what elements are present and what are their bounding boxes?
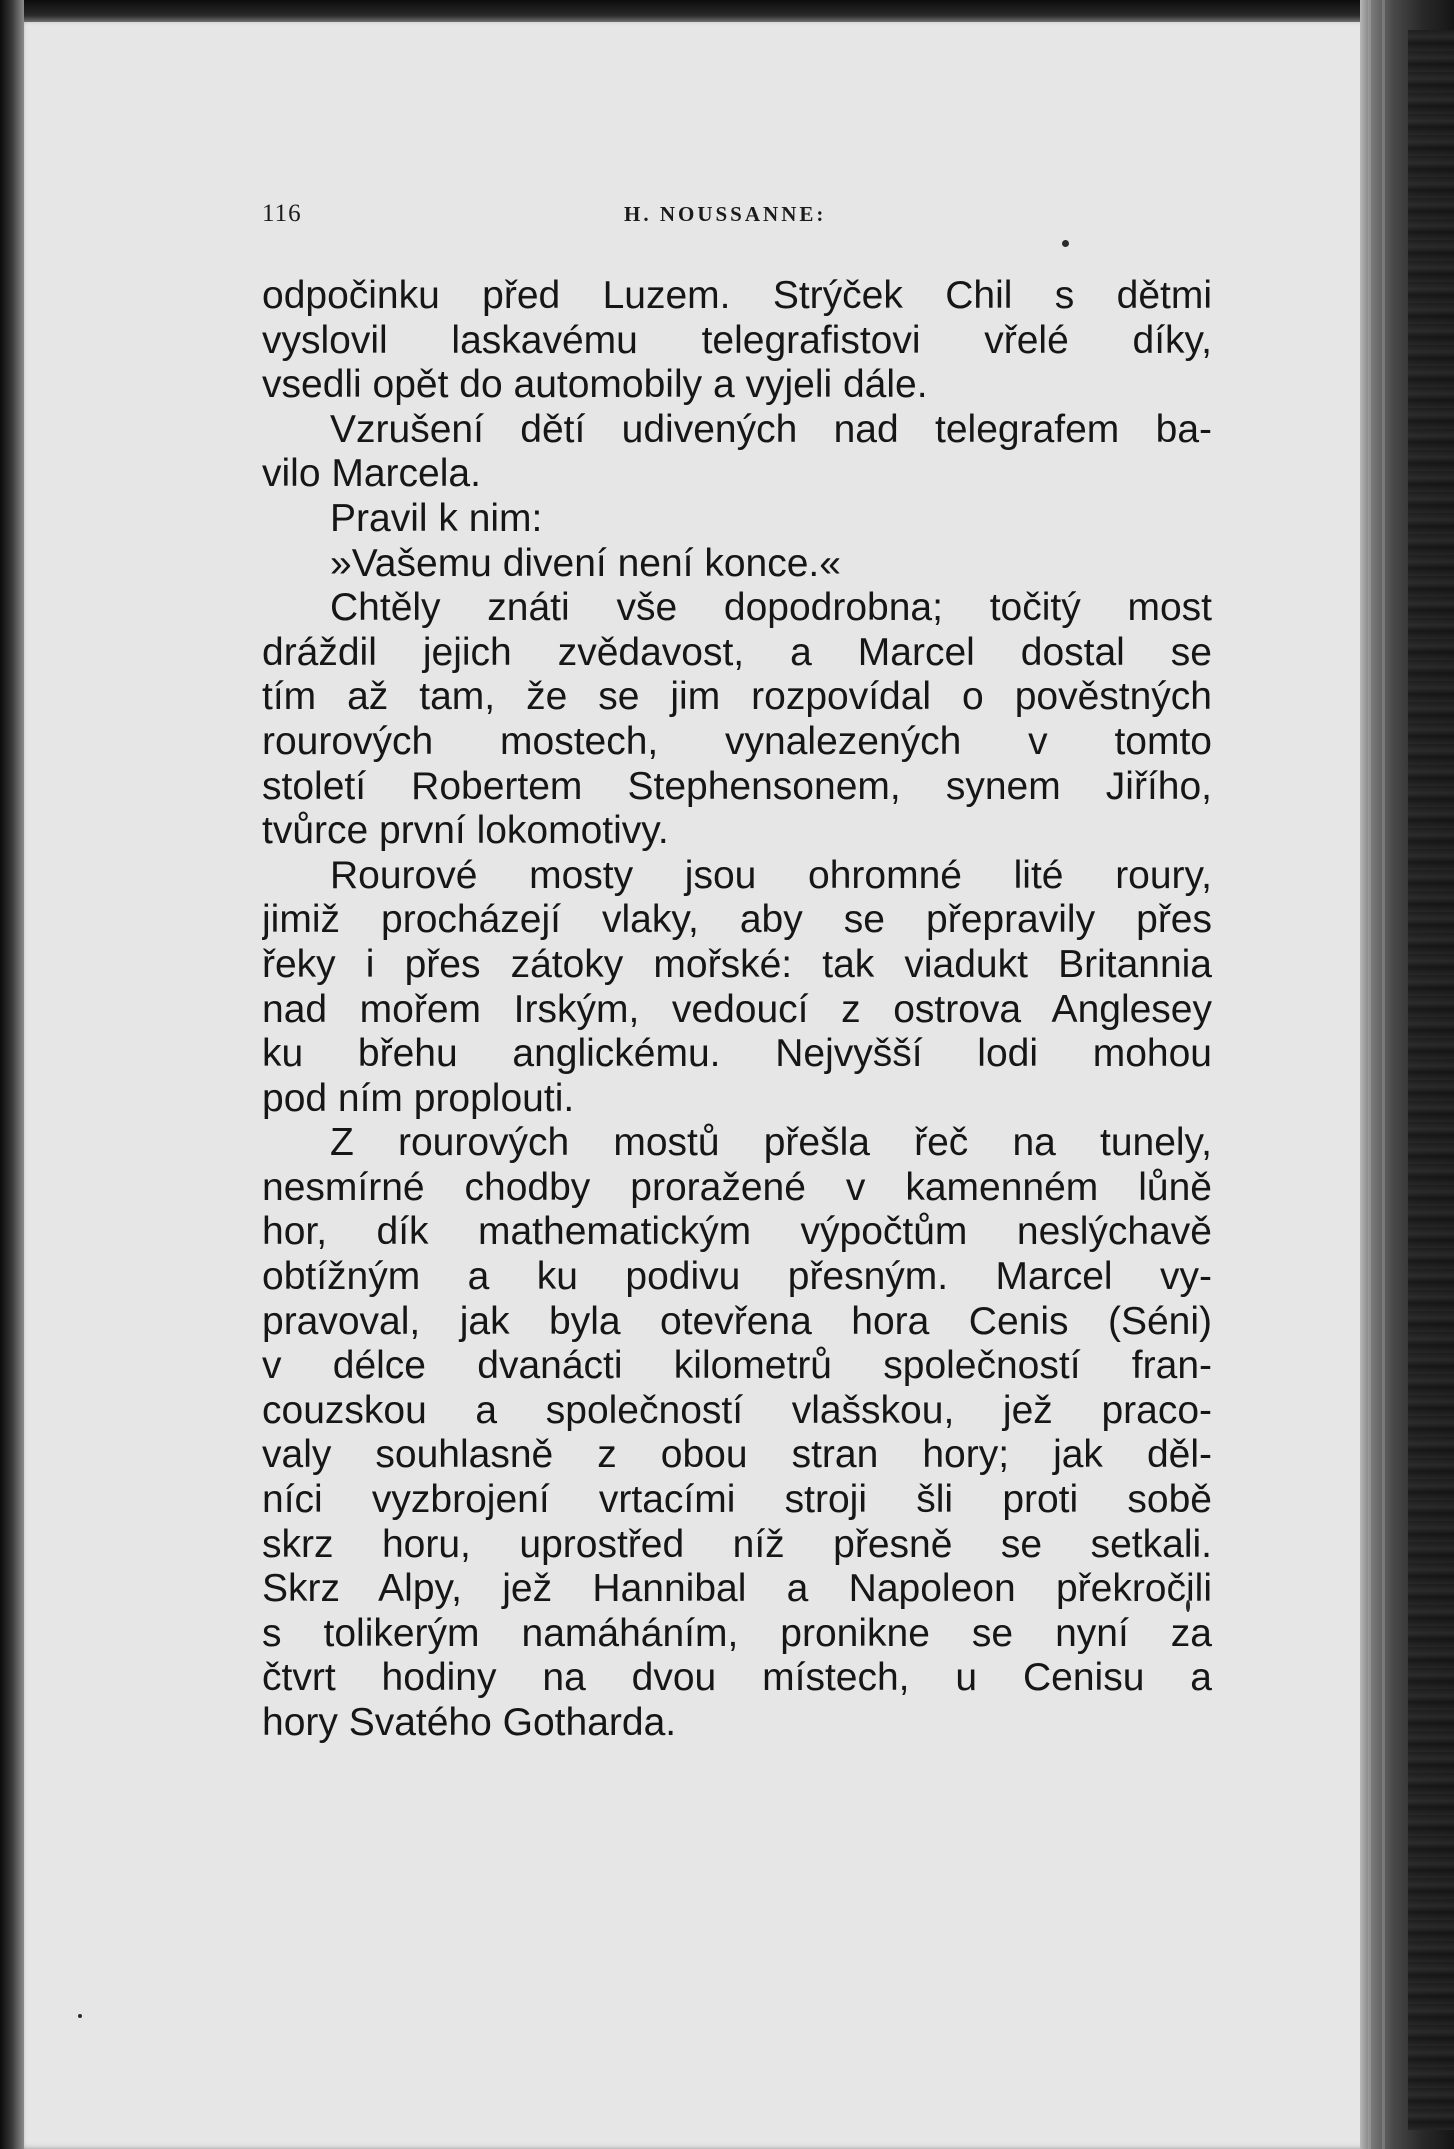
text-line: Rourové mosty jsou ohromné lité roury, — [330, 853, 1212, 897]
text-line: nad mořem Irským, vedoucí z ostrova Anglesey — [262, 987, 1212, 1031]
text-line: dráždil jejich zvědavost, a Marcel dostal se — [262, 630, 1212, 674]
scan-top-edge — [0, 0, 1454, 22]
text-line: Vzrušení dětí udivených nad telegrafem ba- — [330, 407, 1212, 451]
gutter-line — [1382, 0, 1385, 2149]
page-edges — [1408, 30, 1454, 2130]
text-line: Skrz Alpy, jež Hannibal a Napoleon překročili — [262, 1567, 1212, 1611]
text-line: tvůrce první lokomotivy. — [262, 809, 669, 853]
print-speck — [78, 2014, 82, 2018]
print-speck — [1062, 240, 1069, 247]
text-line: hory Svatého Gotharda. — [262, 1701, 677, 1744]
text-line: »Vašemu divení není konce.« — [330, 541, 841, 585]
text-line: ku břehu anglickému. Nejvyšší lodi mohou — [262, 1032, 1212, 1076]
text-line: čtvrt hodiny na dvou místech, u Cenisu a — [262, 1656, 1212, 1700]
text-line: řeky i přes zátoky mořské: tak viadukt Britannia — [262, 942, 1212, 986]
text-line: vsedli opět do automobily a vyjeli dále. — [262, 363, 928, 407]
text-line: couzskou a společností vlašskou, jež praco- — [262, 1388, 1212, 1432]
text-line: vyslovil laskavému telegrafistovi vřelé díky, — [262, 318, 1212, 362]
text-line: Chtěly znáti vše dopodrobna; točitý most — [330, 586, 1212, 630]
text-line: obtížným a ku podivu přesným. Marcel vy- — [262, 1255, 1212, 1299]
text-line: Z rourových mostů přešla řeč na tunely, — [330, 1121, 1212, 1165]
text-line: v délce dvanácti kilometrů společností fran- — [262, 1344, 1212, 1388]
gutter-line — [1368, 0, 1371, 2149]
text-line: skrz horu, uprostřed níž přesně se setkali. — [262, 1522, 1212, 1566]
page-number: 116 — [262, 200, 302, 227]
page-header — [262, 200, 1212, 234]
text-line: valy souhlasně z obou stran hory; jak děl- — [262, 1433, 1212, 1477]
text-line: tím až tam, že se jim rozpovídal o pověstných — [262, 675, 1212, 719]
text-line: vilo Marcela. — [262, 452, 481, 496]
text-line: nesmírné chodby proražené v kamenném lůně — [262, 1165, 1212, 1209]
body-text — [262, 274, 1212, 1746]
text-line: níci vyzbrojení vrtacími stroji šli proti sobě — [262, 1478, 1212, 1522]
text-line: jimiž procházejí vlaky, aby se přepravily přes — [262, 898, 1212, 942]
text-line: hor, dík mathematickým výpočtům neslýchavě — [262, 1210, 1212, 1254]
text-line: Pravil k nim: — [330, 496, 543, 540]
running-head: H. NOUSSANNE: — [624, 202, 827, 226]
text-line: století Robertem Stephensonem, synem Jiřího, — [262, 764, 1212, 808]
text-line: pravoval, jak byla otevřena hora Cenis (Séni) — [262, 1299, 1212, 1343]
text-line: odpočinku před Luzem. Strýček Chil s dětmi — [262, 274, 1212, 317]
scan-left-edge — [0, 0, 24, 2149]
text-line: s tolikerým namáháním, pronikne se nyní za — [262, 1611, 1212, 1655]
text-line: rourových mostech, vynalezených v tomto — [262, 719, 1212, 763]
text-line: pod ním proplouti. — [262, 1076, 575, 1120]
